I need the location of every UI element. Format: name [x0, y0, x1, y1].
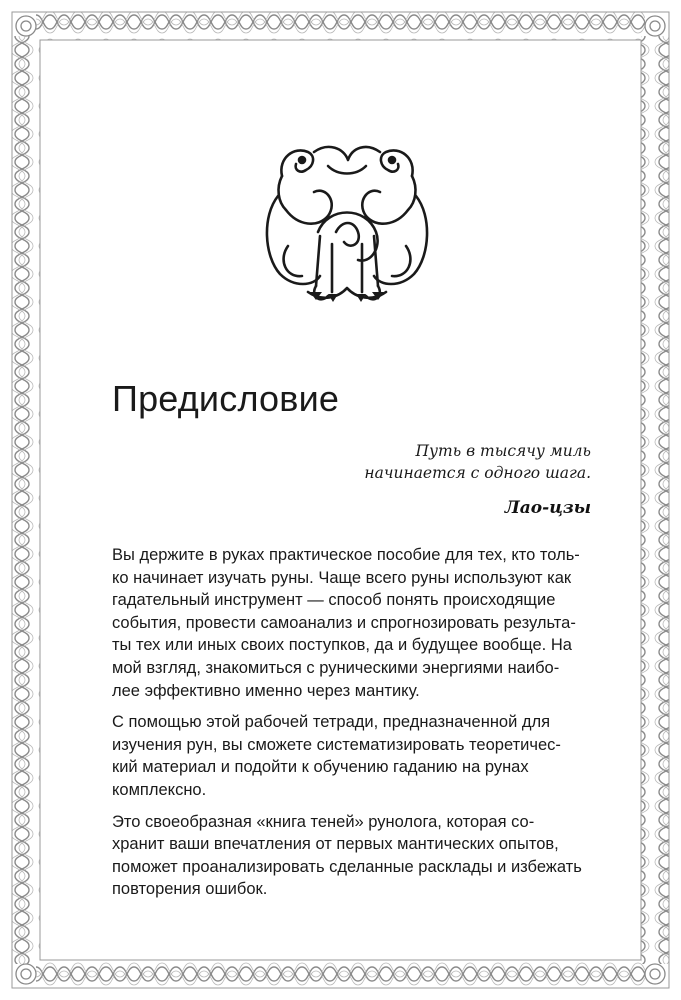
paragraph — [112, 711, 594, 801]
text-line: события, провести самоанализ и спрогнозировать результа- — [112, 613, 576, 632]
text-line: С помощью этой рабочей тетради, предназначенной для — [112, 713, 551, 732]
text-line: комплексно. — [112, 780, 207, 799]
body-text — [112, 544, 594, 910]
text-line: лее эффективно именно через мантику. — [112, 681, 420, 700]
text-line: поможет проанализировать сделанные расклады и избежать — [112, 857, 582, 876]
text-line: Вы держите в руках практическое пособие для тех, кто толь- — [112, 546, 580, 564]
celtic-beasts-ornament — [258, 136, 436, 308]
text-line: изучения рун, вы сможете систематизировать теоретичес- — [112, 735, 561, 754]
text-line: гадательный инструмент — способ понять происходящие — [112, 591, 556, 610]
text-line: повторения ошибок. — [112, 880, 268, 899]
epigraph-line: Путь в тысячу миль — [415, 442, 591, 460]
text-line: мой взгляд, знакомиться с руническими энергиями наибо- — [112, 658, 560, 677]
epigraph-author: Лао-цзы — [504, 498, 591, 518]
text-line: хранит ваши впечатления от первых мантических опытов, — [112, 835, 559, 854]
epigraph — [364, 440, 591, 484]
page-title: Предисловие — [112, 378, 340, 419]
text-line: ты тех или иных своих поступков, да и будущее вообще. На — [112, 636, 572, 655]
text-line: ко начинает изучать руны. Чаще всего руны используют как — [112, 568, 572, 587]
paragraph — [112, 811, 594, 901]
text-line: Это своеобразная «книга теней» рунолога, которая со- — [112, 812, 535, 831]
epigraph-line: начинается с одного шага. — [364, 464, 591, 482]
text-line: кий материал и подойти к обучению гаданию на рунах — [112, 758, 529, 777]
paragraph — [112, 544, 594, 702]
